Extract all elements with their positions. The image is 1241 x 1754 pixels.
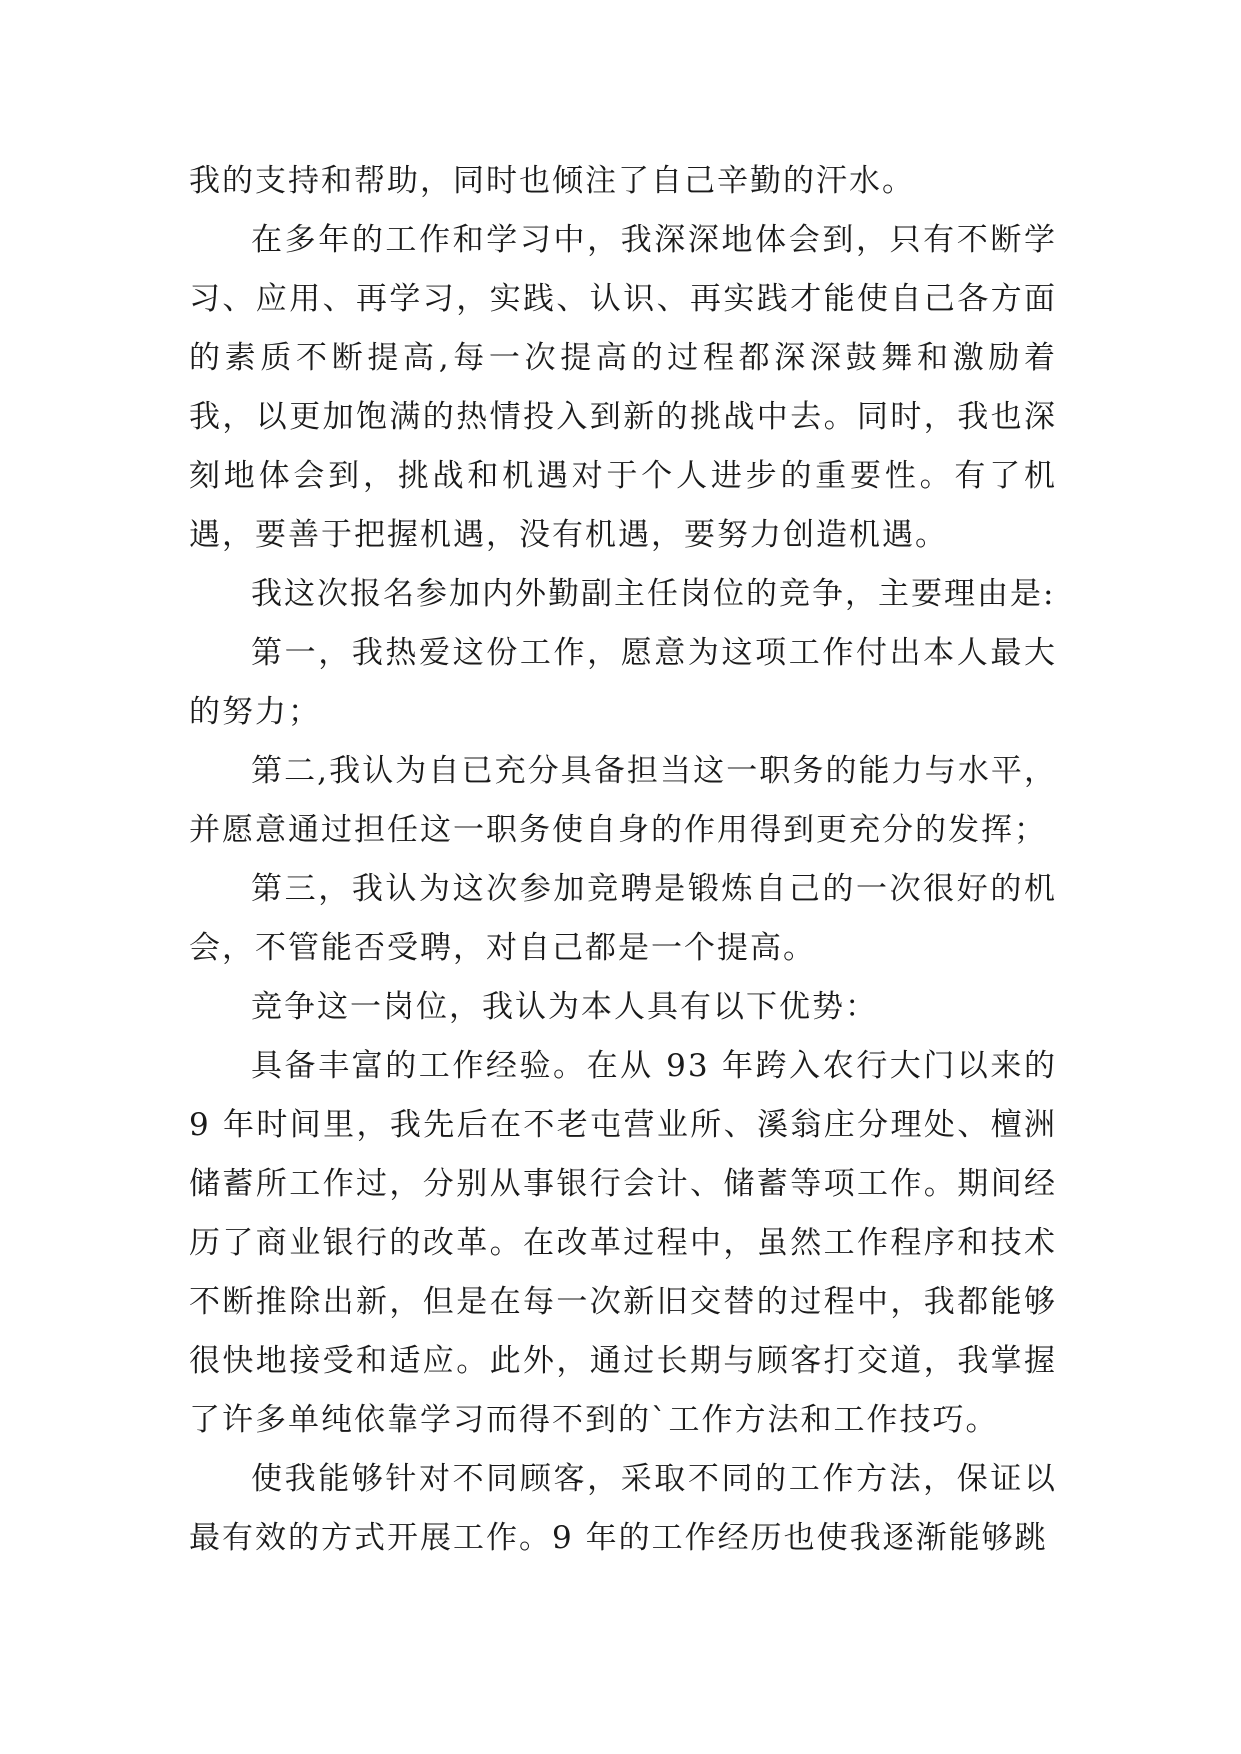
paragraph-7: 竞争这一岗位，我认为本人具有以下优势： bbox=[251, 989, 878, 1025]
paragraph-2: 在多年的工作和学习中，我深深地体会到，只有不断学习、应用、再学习，实践、认识、再实践才能使自己各方面的素质不断提高,每一次提高的过程都深深鼓舞和激励着我，以更加饱满的热情投入到新的挑战中去。同时，我也深刻地体会到，挑战和机遇对于个人进步的重要性。有了机遇，要善于把握机遇，没有机遇，要努力创造机遇。 bbox=[189, 222, 1057, 553]
paragraph-9: 使我能够针对不同顾客，采取不同的工作方法，保证以最有效的方式开展工作。9 年的工作经历也使我逐渐能够跳 bbox=[189, 1461, 1057, 1556]
document-body bbox=[189, 152, 1057, 1568]
paragraph-4: 第一，我热爱这份工作，愿意为这项工作付出本人最大的努力； bbox=[189, 635, 1057, 730]
paragraph-1: 我的支持和帮助，同时也倾注了自己辛勤的汗水。 bbox=[189, 163, 915, 199]
paragraph-5: 第二,我认为自已充分具备担当这一职务的能力与水平，并愿意通过担任这一职务使自身的作用得到更充分的发挥； bbox=[189, 753, 1057, 848]
paragraph-8: 具备丰富的工作经验。在从 93 年跨入农行大门以来的 9 年时间里，我先后在不老屯营业所、溪翁庄分理处、檀洲储蓄所工作过，分别从事银行会计、储蓄等项工作。期间经历了商业银行的改革。在改革过程中，虽然工作程序和技术不断推除出新，但是在每一次新旧交替的过程中，我都能够很快地接受和适应。此外，通过长期与顾客打交道，我掌握了许多单纯依靠学习而得不到的`工作方法和工作技巧。 bbox=[189, 1048, 1057, 1438]
paragraph-6: 第三，我认为这次参加竞聘是锻炼自己的一次很好的机会，不管能否受聘，对自己都是一个提高。 bbox=[189, 871, 1057, 966]
paragraph-3: 我这次报名参加内外勤副主任岗位的竞争，主要理由是: bbox=[251, 576, 1056, 612]
